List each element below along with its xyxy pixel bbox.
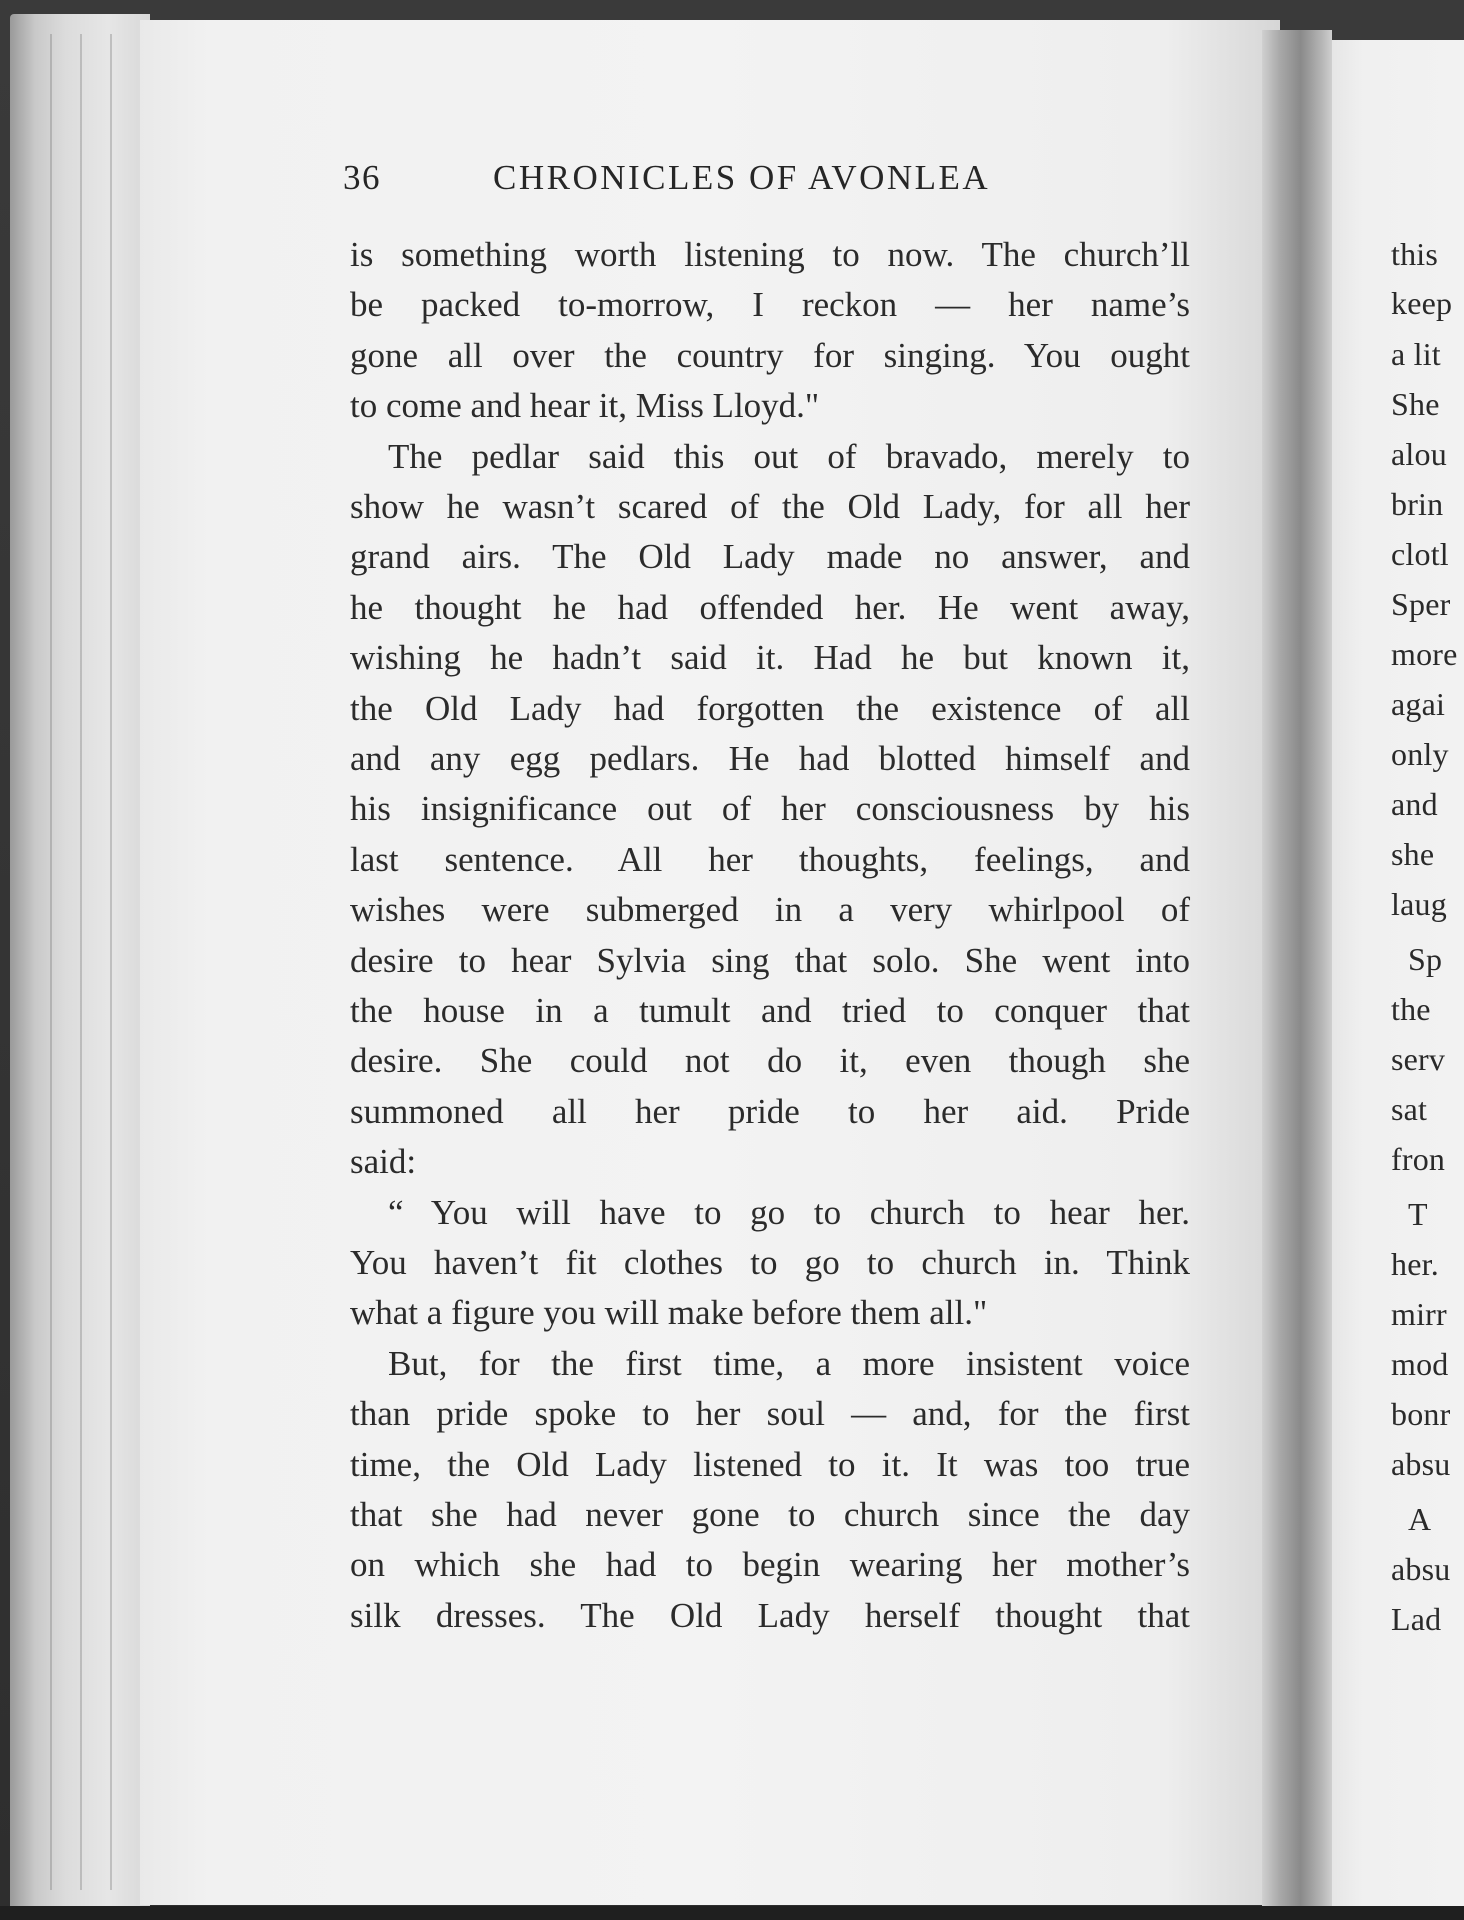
right-page-fragment: her. [1391, 1246, 1439, 1282]
page-edge-line [80, 34, 82, 1890]
text-line: said: [350, 1142, 417, 1182]
text-line: desire to hear Sylvia sing that solo. She went into [350, 940, 1190, 980]
text-line: summoned all her pride to her aid. Pride [350, 1091, 1190, 1131]
page-edge-line [110, 34, 112, 1890]
text-line: wishing he hadn’t said it. Had he but known it, [350, 638, 1190, 678]
text-line: than pride spoke to her soul — and, for the first [350, 1394, 1190, 1434]
right-page-fragment: absu [1391, 1446, 1451, 1482]
right-page-fragment: a lit [1391, 336, 1441, 372]
right-page-fragment: sat [1391, 1091, 1428, 1127]
text-line: the Old Lady had forgotten the existence of all [350, 688, 1190, 728]
text-line: what a figure you will make before them all." [350, 1293, 988, 1333]
right-page-fragment: Lad [1391, 1601, 1442, 1637]
running-title: CHRONICLES OF AVONLEA [493, 158, 991, 197]
text-line: on which she had to begin wearing her mother’s [350, 1545, 1190, 1585]
right-page-fragment: clotl [1391, 536, 1449, 572]
text-line: that she had never gone to church since the day [350, 1495, 1190, 1534]
text-line: silk dresses. The Old Lady herself thought that [350, 1595, 1190, 1635]
right-page-fragment: and [1391, 786, 1438, 822]
right-page-fragment: absu [1391, 1551, 1451, 1587]
right-page-fragment: mirr [1391, 1296, 1447, 1332]
text-line: grand airs. The Old Lady made no answer, and [350, 537, 1190, 577]
text-line: he thought he had offended her. He went away, [350, 587, 1190, 627]
right-page-fragment: brin [1391, 486, 1444, 522]
text-line: desire. She could not do it, even though she [350, 1041, 1190, 1081]
book-gutter [1262, 30, 1332, 1910]
text-line: is something worth listening to now. The church’ll [350, 235, 1190, 274]
text-line: and any egg pedlars. He had blotted himself and [350, 739, 1190, 778]
right-page-fragment: laug [1391, 886, 1447, 922]
right-page-fragment: Sper [1391, 586, 1451, 622]
text-line: his insignificance out of her consciousness by his [350, 789, 1190, 829]
right-page-fragment: only [1391, 736, 1449, 772]
right-page-fragment: keep [1391, 285, 1453, 321]
text-line: “ You will have to go to church to hear her. [388, 1192, 1190, 1232]
text-line: last sentence. All her thoughts, feelings, and [350, 839, 1190, 879]
right-page-fragment: this [1391, 236, 1439, 272]
text-line: the house in a tumult and tried to conquer that [350, 991, 1190, 1030]
right-page-fragment: T [1408, 1196, 1428, 1232]
text-line: wishes were submerged in a very whirlpool of [350, 890, 1190, 930]
text-line: be packed to-morrow, I reckon — her name’s [350, 285, 1190, 325]
book-page-edges [10, 14, 150, 1910]
text-line: to come and hear it, Miss Lloyd." [350, 386, 820, 426]
right-page-fragment: Sp [1408, 941, 1443, 977]
right-page-fragment: A [1408, 1501, 1432, 1537]
text-line: time, the Old Lady listened to it. It was too true [350, 1444, 1190, 1484]
right-page-fragment: more [1391, 636, 1458, 672]
right-page-fragment: agai [1391, 686, 1446, 722]
right-page-fragment: mod [1391, 1346, 1449, 1382]
right-page-fragment: bonr [1391, 1396, 1451, 1432]
right-page-fragment: the [1391, 991, 1431, 1027]
bottom-shadow [0, 1906, 1464, 1920]
text-line: The pedlar said this out of bravado, merely to [388, 436, 1190, 476]
page-number: 36 [343, 158, 381, 197]
right-page-fragment: alou [1391, 436, 1447, 472]
right-page-fragment: She [1391, 386, 1440, 422]
right-page-fragment: fron [1391, 1141, 1446, 1177]
text-line: show he wasn’t scared of the Old Lady, for all her [350, 487, 1190, 526]
text-line: But, for the first time, a more insistent voice [388, 1343, 1190, 1383]
right-page-fragment: serv [1391, 1041, 1446, 1077]
page-edge-line [50, 34, 52, 1890]
text-line: You haven’t fit clothes to go to church in. Think [350, 1243, 1190, 1282]
text-line: gone all over the country for singing. You ought [350, 335, 1190, 375]
right-page-fragment: she [1391, 836, 1435, 872]
